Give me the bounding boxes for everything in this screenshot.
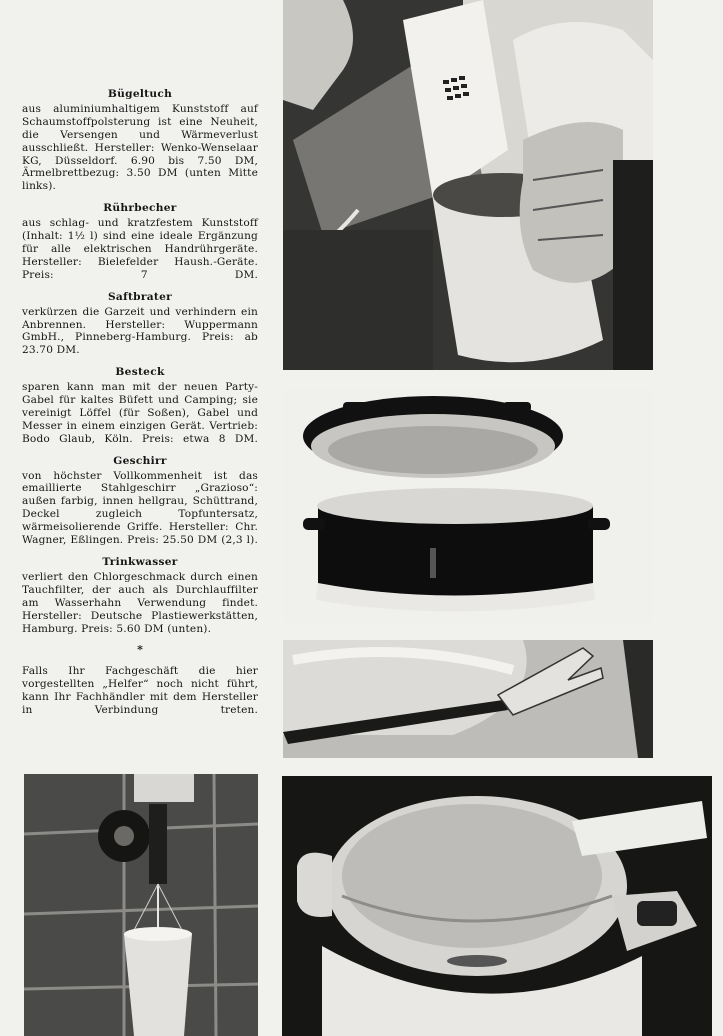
separator-star: *	[137, 643, 143, 657]
section-body: sparen kann man mit der neuen Party-Gabel für kaltes Büfett und Camping; sie vereinigt Löffel (für Soßen), Gabel und Messer in einem einzigen Gerät. Vertrieb: Bodo Glaub, Köln. Preis: etwa 8 DM.	[22, 381, 258, 445]
section-saftbrater	[22, 291, 258, 358]
section-body: aus aluminiumhaltigem Kunststoff auf Schaumstoffpolsterung ist eine Neuheit, die Versengen und Wärmeverlust ausschließt. Hersteller: Wenko-Wenselaar KG, Düsseldorf. 6.90 bis 7.50 DM, Ärmelbrettbezug: 3.50 DM (unten Mitte links).	[22, 102, 258, 193]
section-ruehrbecher	[22, 202, 258, 281]
footer-note	[22, 665, 258, 717]
section-title: Geschirr	[113, 454, 167, 467]
article-text-column	[22, 88, 258, 717]
section-trinkwasser	[22, 556, 258, 635]
section-body: verliert den Chlorgeschmack durch einen Tauchfilter, der auch als Durchlauffilter am Wasserhahn Verwendung findet. Hersteller: Deutsche Plastiewerkstätten, Hamburg. Preis: 5.60 DM (unten).	[22, 570, 258, 635]
photo-party-fork	[283, 640, 653, 758]
section-title: Besteck	[115, 366, 165, 379]
photo-water-filter	[24, 774, 258, 1036]
section-geschirr	[22, 455, 258, 547]
photo-mixing-cup	[283, 0, 653, 370]
section-body: aus schlag- und kratzfestem Kunststoff (Inhalt: 1½ l) sind eine ideale Ergänzung für alle elektrischen Handrührgeräte. Hersteller: Bielefelder Haush.-Geräte. Preis: 7 DM.	[22, 217, 258, 281]
section-body: verkürzen die Garzeit und verhindern ein Anbrennen. Hersteller: Wuppermann GmbH., Pinneberg-Hamburg. Preis: ab 23.70 DM.	[22, 305, 258, 357]
photo-enamel-pot	[282, 776, 712, 1036]
photo-roaster	[283, 388, 653, 623]
footer-note-text: Falls Ihr Fachgeschäft die hier vorgestellten „Helfer“ noch nicht führt, kann Ihr Fachhändler mit dem Hersteller in Verbindung treten.	[22, 665, 258, 717]
section-title: Saftbrater	[107, 290, 173, 303]
section-title: Trinkwasser	[102, 556, 178, 568]
section-title: Rührbecher	[103, 202, 177, 215]
section-title: Bügeltuch	[107, 88, 173, 100]
section-buegeltuch	[22, 88, 258, 193]
section-body: von höchster Vollkommenheit ist das emaillierte Stahlgeschirr „Grazioso“: außen farbig, innen hellgrau, Schüttrand, Deckel zugleich Topfuntersatz, wärmeisolierende Griffe. Hersteller: Chr. Wagner, Eßlingen. Preis: 25.50 DM (2,3 l).	[22, 469, 258, 547]
section-besteck	[22, 366, 258, 445]
